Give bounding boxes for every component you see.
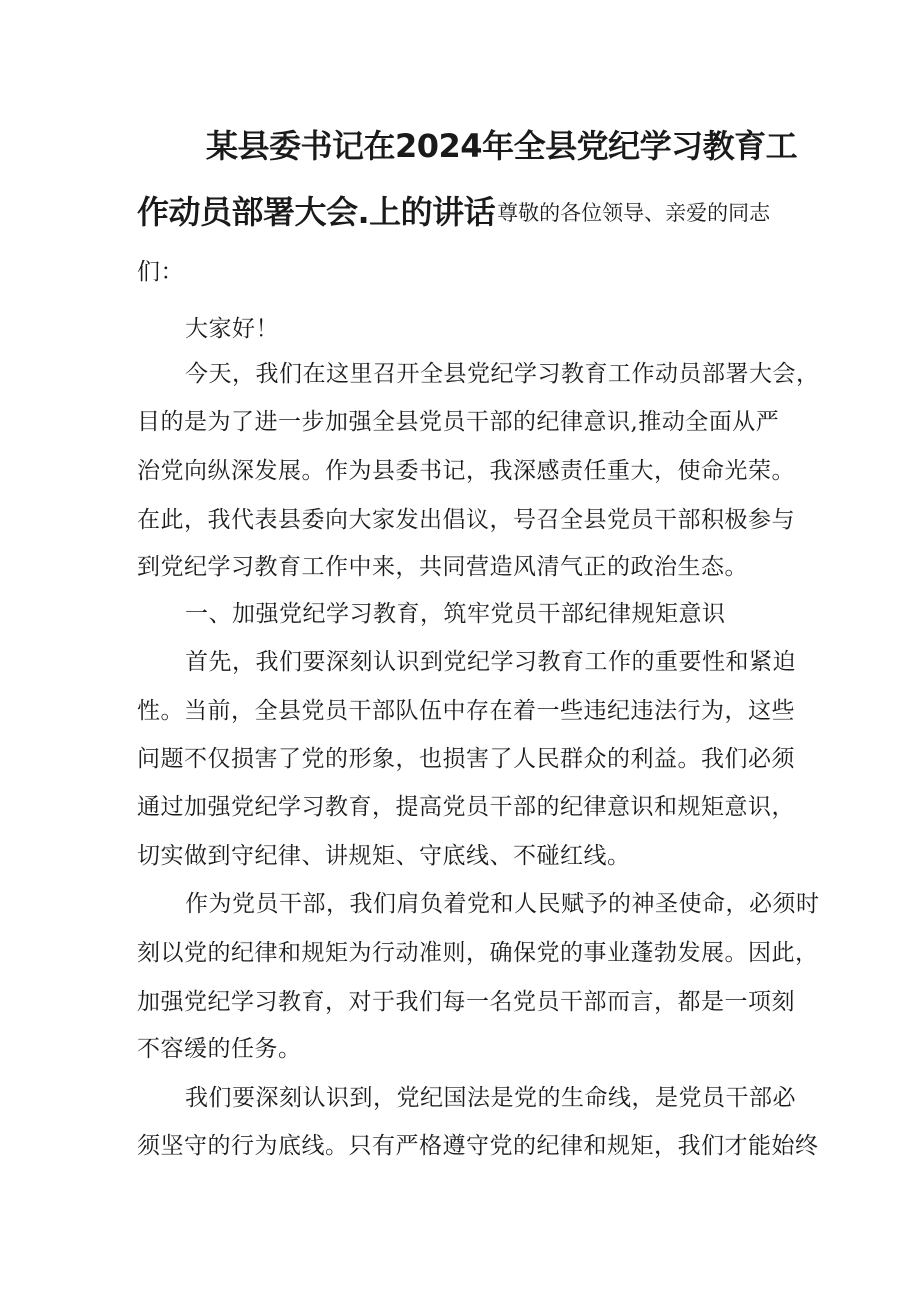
document-title-line-2 (137, 192, 770, 233)
paragraph-1-line: 到党纪学习教育工作中来，共同营造风清气正的政治生态。 (137, 554, 748, 580)
paragraph-1-line: 治党向纵深发展。作为县委书记，我深感责任重大，使命光荣。 (137, 458, 795, 484)
paragraph-3-line: 不容缓的任务。 (137, 1036, 302, 1062)
paragraph-2-line: 首先，我们要深刻认识到党纪学习教育工作的重要性和紧迫 (185, 649, 796, 675)
salutation-start: 尊敬的各位领导、亲爱的同志 (497, 201, 771, 225)
paragraph-1-line: 目的是为了进一步加强全县党员干部的纪律意识,推动全面从严 (137, 409, 780, 435)
paragraph-2-line: 性。当前，全县党员干部队伍中存在着一些违纪违法行为，这些 (137, 698, 795, 724)
greeting: 大家好！ (185, 316, 279, 342)
paragraph-3-line: 刻以党的纪律和规矩为行动准则，确保党的事业蓬勃发展。因此， (137, 940, 819, 966)
paragraph-3-line: 作为党员干部，我们肩负着党和人民赋予的神圣使命，必须时 (185, 891, 820, 917)
paragraph-1-line: 今天，我们在这里召开全县党纪学习教育工作动员部署大会， (185, 361, 820, 387)
salutation-end: 们： (137, 259, 184, 285)
document-title-line-2-text: 作动员部署大会.上的讲话 (137, 193, 496, 231)
paragraph-1-line: 在此，我代表县委向大家发出倡议，号召全县党员干部积极参与 (137, 507, 795, 533)
paragraph-4-line: 我们要深刻认识到，党纪国法是党的生命线，是党员干部必 (185, 1085, 796, 1111)
paragraph-2-line: 切实做到守纪律、讲规矩、守底线、不碰红线。 (137, 843, 631, 869)
paragraph-4-line: 须坚守的行为底线。只有严格遵守党的纪律和规矩，我们才能始终 (137, 1133, 819, 1159)
paragraph-2-line: 通过加强党纪学习教育，提高党员干部的纪律意识和规矩意识， (137, 794, 795, 820)
document-title-line-1: 某县委书记在2024年全县党纪学习教育工 (206, 127, 798, 165)
paragraph-2-line: 问题不仅损害了党的形象，也损害了人民群众的利益。我们必须 (137, 746, 795, 772)
paragraph-3-line: 加强党纪学习教育，对于我们每一名党员干部而言，都是一项刻 (137, 989, 795, 1015)
section-1-heading: 一、加强党纪学习教育，筑牢党员干部纪律规矩意识 (185, 601, 726, 627)
